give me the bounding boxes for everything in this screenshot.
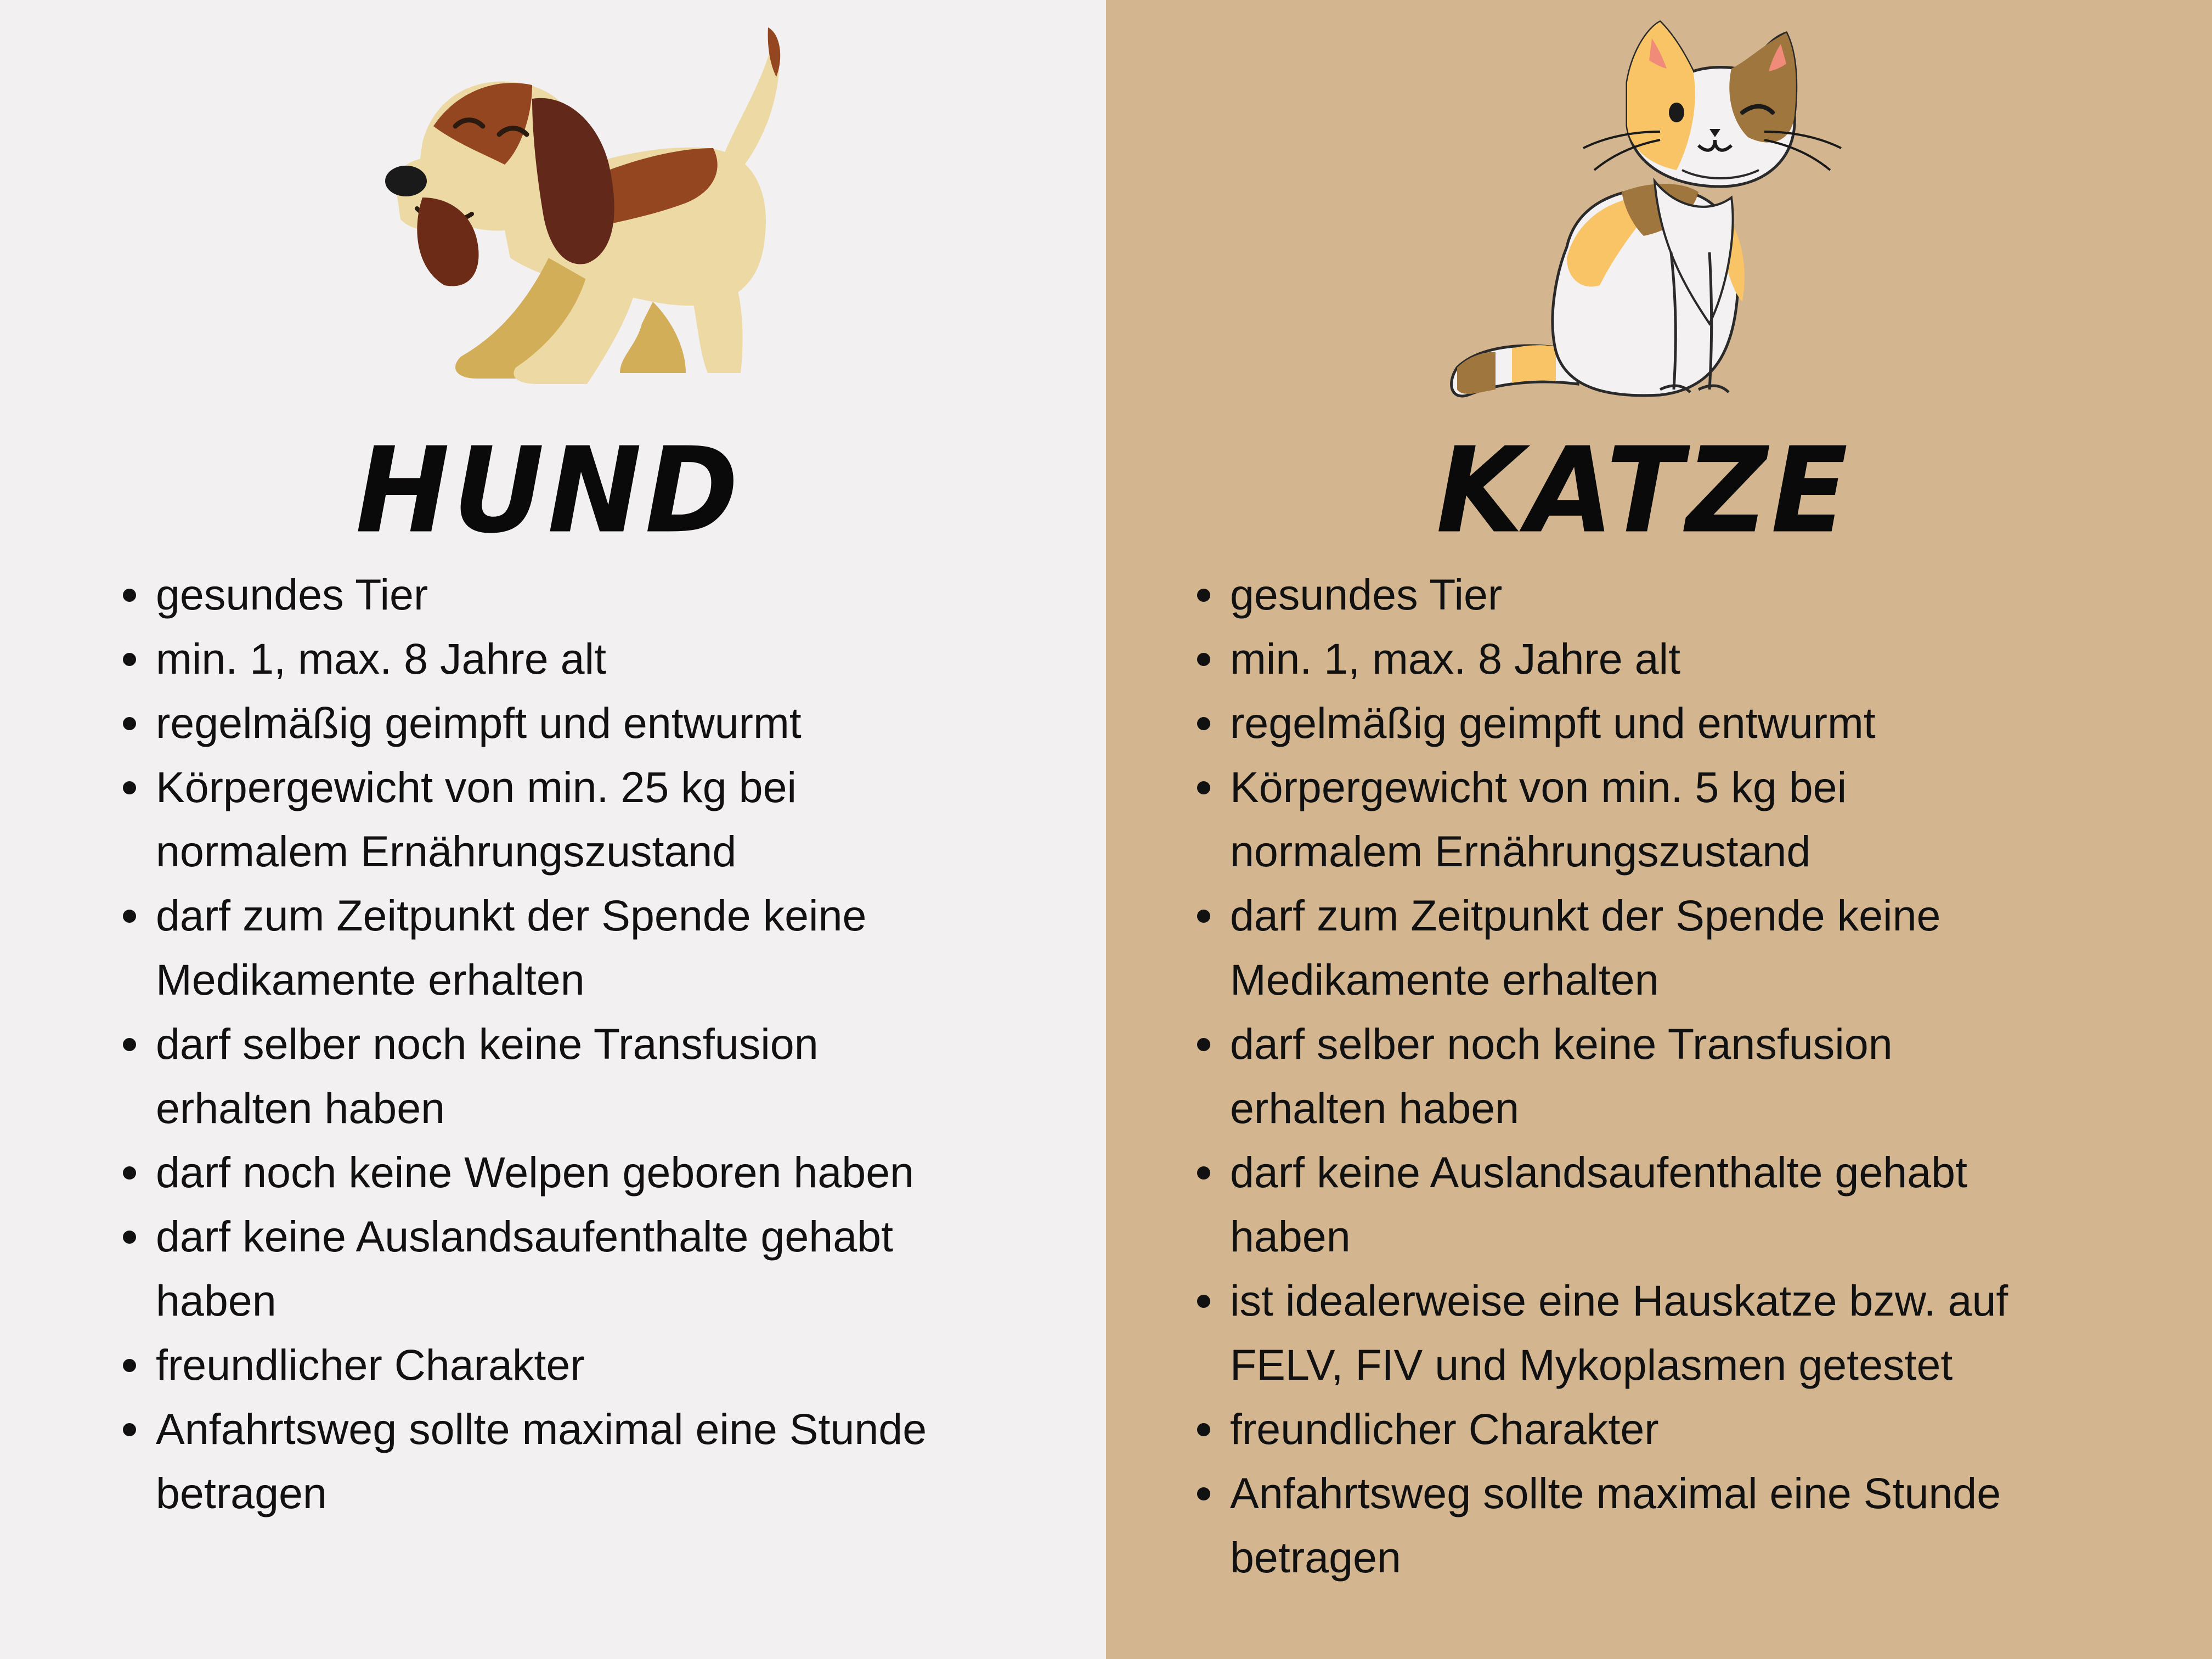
cat-icon <box>1402 16 1951 400</box>
list-item: regelmäßig geimpft und entwurmt <box>1230 691 2185 755</box>
dog-title: HUND <box>356 422 742 560</box>
list-item: darf zum Zeitpunkt der Spende keine Medikamente erhalten <box>156 883 957 1012</box>
list-item: Anfahrtsweg sollte maximal eine Stunde betragen <box>156 1397 1012 1525</box>
dog-icon <box>291 16 839 400</box>
cat-requirements-list <box>1230 562 2185 1589</box>
list-item: gesundes Tier <box>1230 562 2185 627</box>
list-item: darf zum Zeitpunkt der Spende keine Medikamente erhalten <box>1230 883 2031 1012</box>
list-item: darf keine Auslandsaufenthalte gehabt haben <box>1230 1140 2053 1268</box>
list-item: Körpergewicht von min. 25 kg bei normalem Ernährungszustand <box>156 755 891 883</box>
list-item: ist idealerweise eine Hauskatze bzw. auf FELV, FIV und Mykoplasmen getestet <box>1230 1268 2086 1397</box>
list-item: regelmäßig geimpft und entwurmt <box>156 691 1088 755</box>
list-item: min. 1, max. 8 Jahre alt <box>1230 627 2185 691</box>
list-item: darf selber noch keine Transfusion erhalten haben <box>156 1012 924 1140</box>
list-item: darf keine Auslandsaufenthalte gehabt haben <box>156 1204 979 1333</box>
dog-requirements-list <box>156 562 1088 1525</box>
list-item: freundlicher Charakter <box>156 1333 1088 1397</box>
list-item: min. 1, max. 8 Jahre alt <box>156 627 1088 691</box>
list-item: darf noch keine Welpen geboren haben <box>156 1140 1088 1204</box>
cat-panel <box>1106 0 2212 1659</box>
cat-title: KATZE <box>1436 422 1852 560</box>
list-item: gesundes Tier <box>156 562 1088 627</box>
list-item: freundlicher Charakter <box>1230 1397 2185 1461</box>
list-item: Körpergewicht von min. 5 kg bei normalem Ernährungszustand <box>1230 755 1965 883</box>
list-item: darf selber noch keine Transfusion erhalten haben <box>1230 1012 1998 1140</box>
list-item: Anfahrtsweg sollte maximal eine Stunde betragen <box>1230 1461 2086 1589</box>
